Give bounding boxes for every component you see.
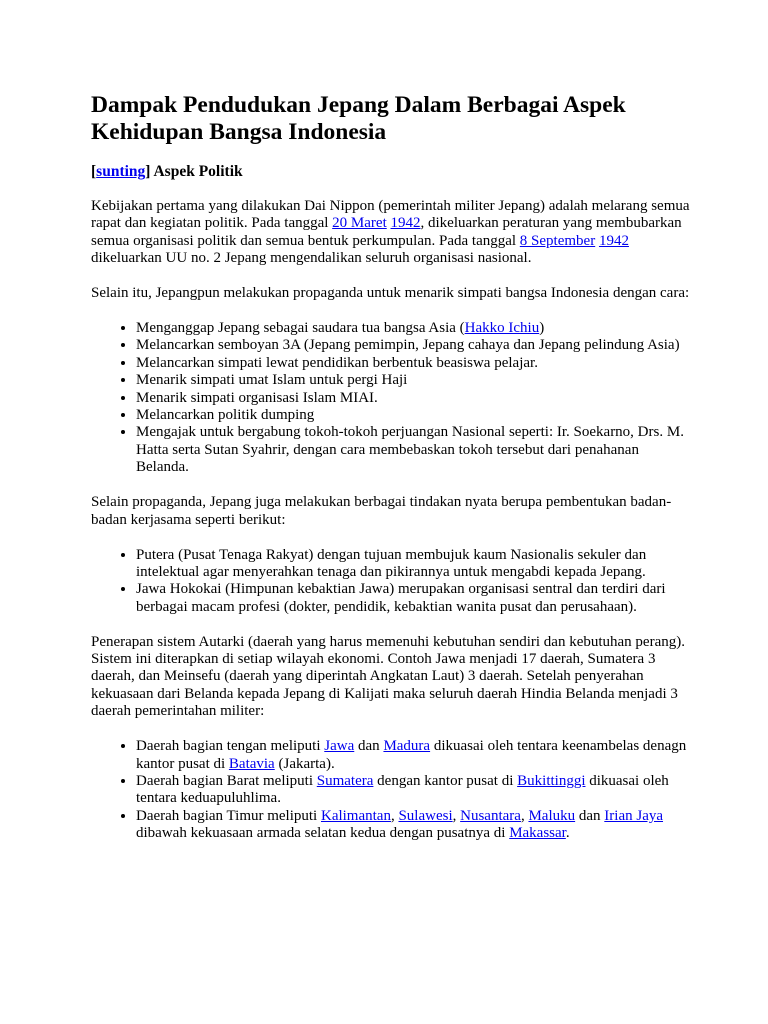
link-irian-jaya[interactable]: Irian Jaya [604,807,664,824]
text-span: ) [539,320,545,337]
text-span: dan [575,807,605,824]
section-title: Aspek Politik [150,163,243,180]
link-maluku[interactable]: Maluku [528,807,576,824]
link-makassar[interactable]: Makassar [509,825,566,842]
text-span: (Jakarta). [274,755,335,772]
paragraph-cooperation-intro: Selain propaganda, Jepang juga melakukan berbagai tindakan nyata berupa pembentukan badan-badan kerjasama seperti berikut: [91,494,672,528]
text-span: dikuasai oleh tentara keduapuluhlima. [136,772,669,807]
list-item: • Jawa Hokokai (Himpunan kebaktian Jawa) merupakan organisasi sentral dan terdiri dari berbagai macam profesi (dokter, pendidik, kebaktian wanita pusat dan perusahaan). [136,581,691,616]
text-span: Daerah bagian tengan meliputi [136,738,325,755]
list-item: • Mengajak untuk bergabung tokoh-tokoh perjuangan Nasional seperti: Ir. Soekarno, Drs. M. Hatta serta Sutan Syahrir, dengan cara membebaskan tokoh tersebut dari penahanan Belanda. [136,424,691,476]
text-span: , [520,807,529,824]
text-span: dibawah kekuasaan armada selatan kedua dengan pusatnya di [136,825,510,842]
text-span: dikuasai oleh tentara keenambelas denagn kantor pusat di [136,738,687,772]
list-item [136,773,691,808]
list-item: • Melancarkan simpati lewat pendidikan berbentuk beasiswa pelajar. [136,355,691,372]
link-1942[interactable]: 1942 [390,215,421,232]
link-sumatera[interactable]: Sumatera [316,772,374,789]
text-span: , dikeluarkan peraturan yang membubarkan semua organisasi politik dan semua bentuk perkumpulan. Pada tanggal [91,215,682,249]
list-item: • Melancarkan semboyan 3A (Jepang pemimpin, Jepang cahaya dan Jepang pelindung Asia) [136,337,691,354]
organizations-list [91,547,691,617]
edit-section-link[interactable]: sunting [96,163,146,180]
list-item [136,320,691,337]
link-nusantara[interactable]: Nusantara [460,807,521,824]
page-title: Dampak Pendudukan Jepang Dalam Berbagai Aspek Kehidupan Bangsa Indonesia [91,92,626,145]
link-kalimantan[interactable]: Kalimantan [320,807,391,824]
edit-bracket-open: [ [91,163,97,180]
text-span: Kebijakan pertama yang dilakukan Dai Nippon (pemerintah militer Jepang) adalah melarang semua rapat dan kegiatan politik. Pada tanggal [91,198,690,232]
military-regions-list [91,738,691,842]
link-bukittinggi[interactable]: Bukittinggi [517,772,586,789]
propaganda-list [91,320,691,477]
list-item [136,808,691,843]
link-jawa[interactable]: Jawa [324,738,355,755]
text-span: , [452,807,461,824]
link-20-maret[interactable]: 20 Maret [332,215,387,232]
list-item: • Melancarkan politik dumping [136,407,691,424]
section-heading [91,163,691,181]
text-span: . [565,825,570,842]
list-item: • Menarik simpati organisasi Islam MIAI. [136,390,691,407]
paragraph-autarki: Penerapan sistem Autarki (daerah yang harus memenuhi kebutuhan sendiri dan kebutuhan perang). Sistem ini diterapkan di setiap wilayah ekonomi. Contoh Jawa menjadi 17 daerah, Sumatera 3 daerah, dan Meinsefu (daerah yang diperintah Angkatan Laut) 3 daerah. Setelah penyerahan kekuasaan dari Belanda kepada Jepang di Kalijati maka seluruh daerah Hindia Belanda menjadi 3 daerah pemerintahan militer: [91,633,685,720]
text-span: Daerah bagian Timur meliputi [136,807,321,824]
text-span: , [390,807,399,824]
article [91,92,691,860]
text-span: dan [354,738,384,755]
list-item [136,738,691,773]
text-span: Menganggap Jepang sebagai saudara tua bangsa Asia ( [136,320,465,337]
paragraph-policy [91,198,691,268]
link-sulawesi[interactable]: Sulawesi [398,807,453,824]
text-span: dikeluarkan UU no. 2 Jepang mengendalikan seluruh organisasi nasional. [91,250,532,267]
list-item: • Putera (Pusat Tenaga Rakyat) dengan tujuan membujuk kaum Nasionalis sekuler dan intelektual agar menyerahkan tenaga dan pikirannya untuk mengabdi kepada Jepang. [136,547,691,582]
text-span: dengan kantor pusat di [373,772,518,789]
paragraph-propaganda-intro: Selain itu, Jepangpun melakukan propaganda untuk menarik simpati bangsa Indonesia dengan cara: [91,285,690,302]
link-8-september[interactable]: 8 September [519,232,596,249]
list-item: • Menarik simpati umat Islam untuk pergi Haji [136,372,691,389]
link-madura[interactable]: Madura [383,738,431,755]
link-1942-second[interactable]: 1942 [598,232,629,249]
link-batavia[interactable]: Batavia [228,755,275,772]
link-hakko-ichiu[interactable]: Hakko Ichiu [464,320,540,337]
edit-bracket-close: ] [145,163,151,180]
text-span: Daerah bagian Barat meliputi [136,772,317,789]
